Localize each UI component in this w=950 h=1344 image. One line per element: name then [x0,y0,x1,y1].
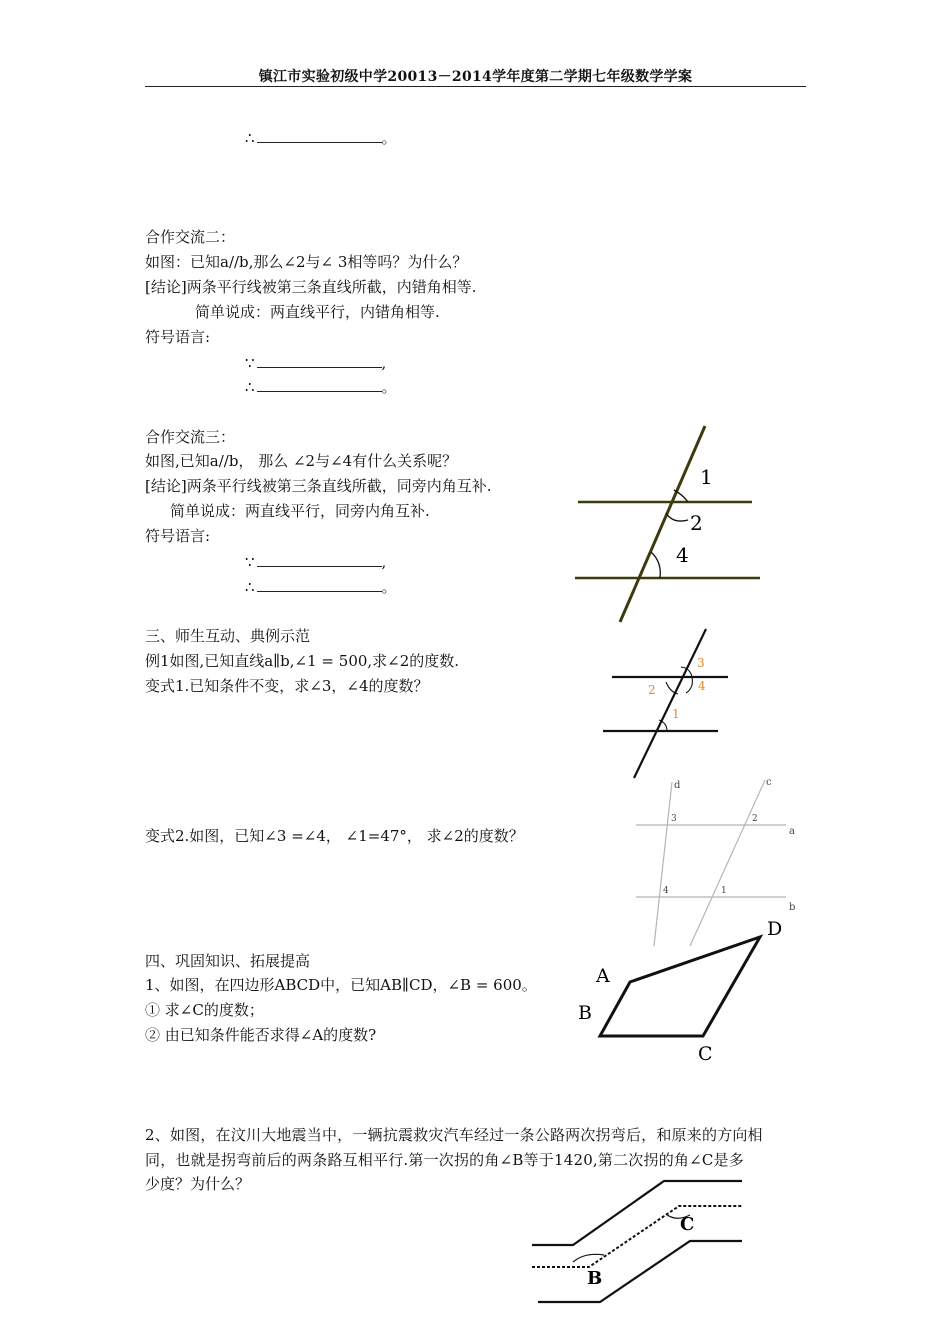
label-3: 3 [697,656,705,670]
quadrilateral-abcd [600,937,760,1036]
label-1: 1 [672,707,680,721]
coop2-simple: 简单说成：两直线平行，内错角相等. [195,303,440,321]
angle-2-arc [666,513,688,521]
label-C: C [698,1043,713,1065]
coop3-symbol-label: 符号语言: [145,527,211,545]
angle-B-arc [573,1254,604,1262]
figure-parallel-lines-2 [603,629,728,778]
coop2-symbol-label: 符号语言: [145,328,211,346]
sec3-title: 三、师生互动、典例示范 [145,627,311,645]
figure-road [532,1181,742,1302]
coop3-question: 如图,已知a//b， 那么 ∠2与∠4有什么关系呢？ [145,452,458,470]
label-2: 2 [690,511,703,535]
figure-four-lines [636,780,786,946]
sec4-q1: 1、如图，在四边形ABCD中，已知AB∥CD，∠B = 600。 [145,976,537,994]
road-edge-bottom [538,1241,742,1302]
sec4-q2-line3: 少度？为什么？ [145,1175,251,1193]
label-4: 4 [676,543,689,567]
figure-quadrilateral [578,918,782,1065]
label-a: a [789,826,795,837]
label-A: A [596,965,610,987]
transversal [634,629,706,778]
because-symbol: ∵ [245,553,255,571]
figure-parallel-lines-1 [575,426,760,622]
sec4-q2-line2: 同，也就是拐弯前后的两条路互相平行.第一次拐的角∠B等于1420,第二次拐的角∠C是多 [145,1151,744,1169]
car-path-dashed [532,1206,742,1267]
period: 。 [381,378,397,396]
sec4-q1b: ② 由已知条件能否求得∠A的度数? [145,1026,377,1044]
label-2: 2 [648,683,656,697]
label-b: b [789,902,796,913]
angle-4-arc [686,677,692,693]
sec4-title: 四、巩固知识、拓展提高 [145,952,311,970]
sec4-q1a: ① 求∠C的度数； [145,1001,264,1019]
therefore-symbol: ∴ [245,578,255,596]
label-C: C [680,1214,695,1235]
label-B: B [578,1002,592,1024]
label-4: 4 [698,679,706,693]
coop3-simple: 简单说成：两直线平行，同旁内角互补. [170,502,430,520]
line-c [690,780,765,946]
coop2-conclusion: [结论]两条平行线被第三条直线所截，内错角相等. [145,278,477,296]
label-c: c [766,777,772,788]
period: 。 [381,129,397,147]
road-edge-top [532,1181,742,1245]
sec4-q2-line1: 2、如图，在汶川大地震当中，一辆抗震救灾汽车经过一条公路两次拐弯后，和原来的方向相 [145,1126,763,1144]
label-B: B [587,1268,603,1289]
label-1: 1 [700,465,713,489]
label-3: 3 [671,814,677,824]
label-2: 2 [752,814,758,824]
period: 。 [381,578,397,596]
coop2-question: 如图：已知a//b,那么∠2与∠ 3相等吗？为什么？ [145,253,468,271]
coop3-conclusion: [结论]两条平行线被第三条直线所截，同旁内角互补. [145,477,492,495]
comma: , [381,553,387,571]
header-title: 镇江市实验初级中学20013－2014学年度第二学期七年级数学学案 [258,69,693,85]
because-symbol: ∵ [245,354,255,372]
coop3-title: 合作交流三： [145,428,236,446]
sec3-variant1: 变式1.已知条件不变，求∠3，∠4的度数？ [145,677,429,695]
coop2-title: 合作交流二： [145,228,236,246]
sec3-variant2: 变式2.如图，已知∠3 =∠4， ∠1=47°， 求∠2的度数？ [145,827,524,845]
therefore-symbol: ∴ [245,129,255,147]
therefore-symbol: ∴ [245,378,255,396]
label-1: 1 [721,886,727,896]
comma: , [381,354,387,372]
label-4: 4 [663,886,669,896]
label-d: d [674,780,681,791]
sec3-example1: 例1如图,已知直线a∥b,∠1 = 500,求∠2的度数. [145,652,460,670]
label-D: D [767,918,783,940]
line-d [654,782,672,946]
angle-4-arc [651,552,660,578]
